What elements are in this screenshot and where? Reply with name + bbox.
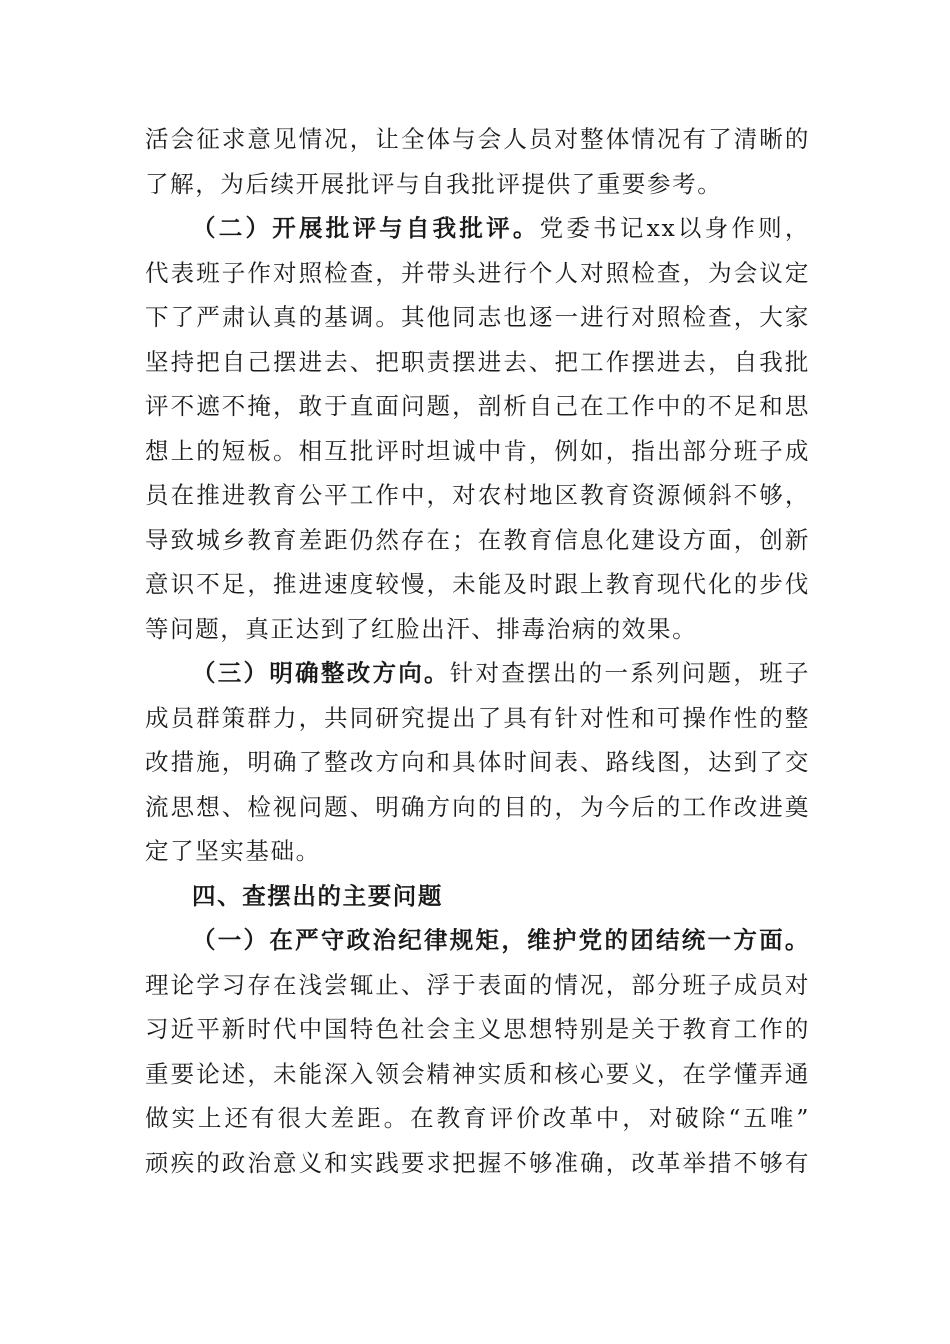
- text-line: 习近平新时代中国特色社会主义思想特别是关于教育工作的: [145, 1015, 810, 1043]
- paragraph-lead: （一）在严守政治纪律规矩，维护党的团结统一方面。: [192, 926, 810, 954]
- paragraph-political-discipline: [145, 918, 810, 1185]
- text-line: 代表班子作对照检查，并带头进行个人对照检查，为会议定: [145, 258, 810, 287]
- paragraph-rectification-direction: [145, 651, 810, 874]
- text-line: 了解，为后续开展批评与自我批评提供了重要参考。: [145, 169, 723, 198]
- text-line: 重要论述，未能深入领会精神实质和核心要义，在学懂弄通: [145, 1059, 810, 1088]
- paragraph-meeting-feedback: [145, 117, 810, 206]
- text-line: 下了严肃认真的基调。其他同志也逐一进行对照检查，大家: [145, 303, 810, 331]
- text-line: 评不遮不掩，敢于直面问题，剖析自己在工作中的不足和思: [145, 392, 810, 420]
- text-line: 坚持把自己摆进去、把职责摆进去、把工作摆进去，自我批: [145, 347, 810, 376]
- text-line: 改措施，明确了整改方向和具体时间表、路线图，达到了交: [145, 748, 810, 776]
- text-line: 顽疾的政治意义和实践要求把握不够准确，改革举措不够有: [145, 1148, 810, 1177]
- text-line: 活会征求意见情况，让全体与会人员对整体情况有了清晰的: [145, 125, 810, 153]
- text-line: 员在推进教育公平工作中，对农村地区教育资源倾斜不够，: [145, 481, 810, 509]
- paragraph-lead: （三）明确整改方向。: [192, 659, 450, 687]
- text-line: 理论学习存在浅尝辄止、浮于表面的情况，部分班子成员对: [145, 970, 810, 999]
- text-line: 想上的短板。相互批评时坦诚中肯，例如，指出部分班子成: [145, 436, 810, 465]
- paragraph-criticism-self-criticism: [145, 206, 810, 651]
- text-line: 意识不足，推进速度较慢，未能及时跟上教育现代化的步伐: [145, 570, 810, 598]
- paragraph-lead: （二）开展批评与自我批评。: [192, 214, 540, 242]
- text-line: [145, 918, 810, 963]
- text-line: 做实上还有很大差距。在教育评价改革中，对破除“五唯”: [145, 1104, 810, 1132]
- text-line: 流思想、检视问题、明确方向的目的，为今后的工作改进奠: [145, 792, 810, 821]
- document-body: [145, 117, 810, 1185]
- text-line: [145, 651, 810, 696]
- text-run: 党委书记xx以身作则，: [539, 214, 810, 242]
- text-run: 针对查摆出的一系列问题，班子: [449, 659, 810, 687]
- text-line: 定了坚实基础。: [145, 837, 321, 865]
- section-heading: 四、查摆出的主要问题: [192, 881, 443, 910]
- text-line: 成员群策群力，共同研究提出了具有针对性和可操作性的整: [145, 703, 810, 732]
- text-line: 等问题，真正达到了红脸出汗、排毒治病的效果。: [145, 614, 698, 643]
- text-line: [145, 206, 810, 251]
- text-line: 导致城乡教育差距仍然存在；在教育信息化建设方面，创新: [145, 525, 810, 554]
